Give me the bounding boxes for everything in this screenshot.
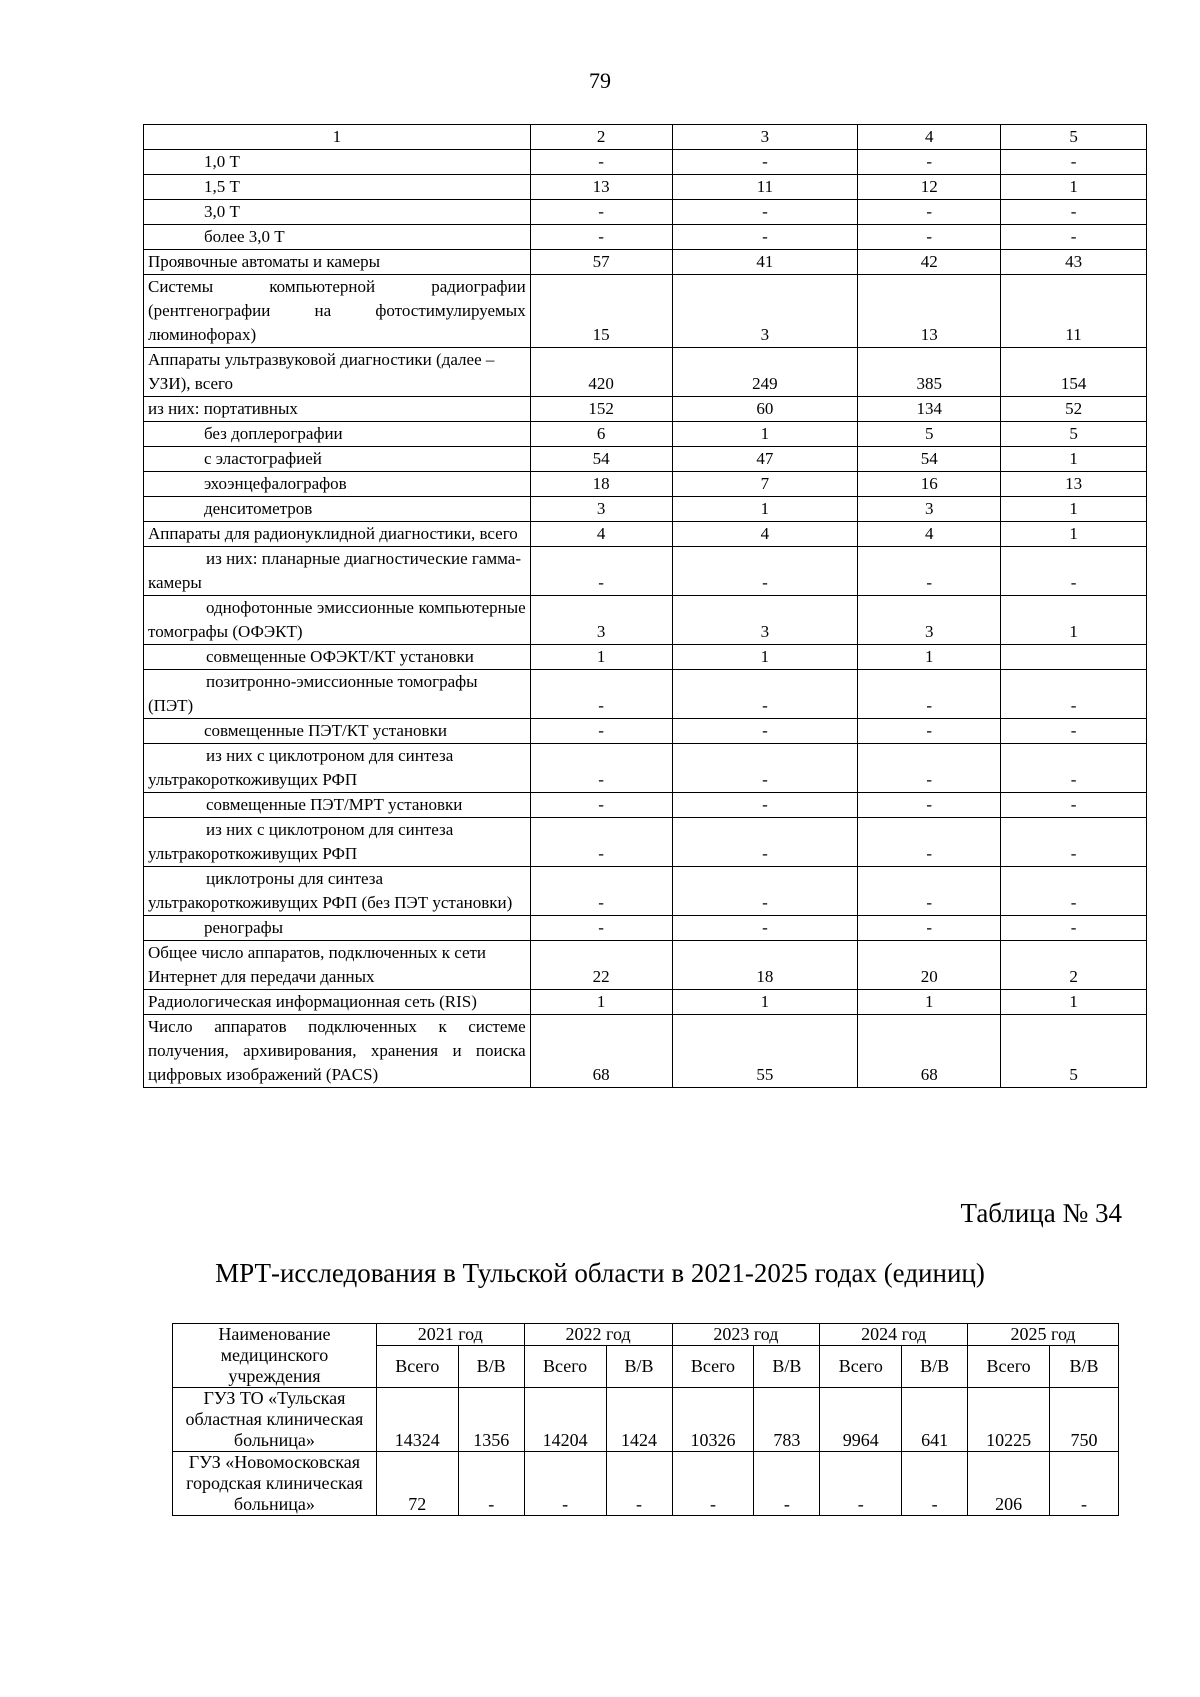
row-label: Проявочные автоматы и камеры: [144, 250, 531, 275]
total-header: Всего: [672, 1346, 754, 1388]
value-cell: 11: [672, 175, 858, 200]
column-number: 4: [858, 125, 1001, 150]
row-label: из них с циклотроном для синтеза ультракороткоживущих РФП: [144, 818, 531, 867]
value-cell: -: [1001, 719, 1147, 744]
table-title: МРТ-исследования в Тульской области в 2021-2025 годах (единиц): [215, 1258, 985, 1288]
value-cell: 1: [672, 422, 858, 447]
row-label: из них: планарные диагностические гамма-камеры: [144, 547, 531, 596]
value-cell: -: [672, 719, 858, 744]
value-cell: -: [672, 744, 858, 793]
value-cell: -: [1001, 200, 1147, 225]
table-row: [144, 547, 1147, 596]
row-label: Аппараты для радионуклидной диагностики, всего: [144, 522, 531, 547]
value-cell: 54: [530, 447, 672, 472]
value-cell: 4: [858, 522, 1001, 547]
table-row: [144, 670, 1147, 719]
value-cell: 5: [1001, 422, 1147, 447]
value-cell: -: [530, 818, 672, 867]
year-header: 2023 год: [672, 1324, 820, 1346]
value-cell: -: [530, 225, 672, 250]
value-cell: -: [1001, 867, 1147, 916]
value-cell: 54: [858, 447, 1001, 472]
value-cell: -: [672, 670, 858, 719]
row-label: 1,0 Т: [144, 150, 531, 175]
value-cell: 1: [530, 990, 672, 1015]
value-cell: -: [530, 867, 672, 916]
row-label: Радиологическая информационная сеть (RIS): [144, 990, 531, 1015]
table-row: [144, 719, 1147, 744]
iv-header: В/В: [458, 1346, 524, 1388]
value-cell: 18: [530, 472, 672, 497]
value-cell: 420: [530, 348, 672, 397]
value-cell: 1: [858, 645, 1001, 670]
value-cell: -: [858, 225, 1001, 250]
value-cell: 68: [530, 1015, 672, 1088]
value-cell: 4: [672, 522, 858, 547]
column-number: 3: [672, 125, 858, 150]
value-cell: 13: [858, 275, 1001, 348]
value-cell: 783: [754, 1388, 820, 1452]
value-cell: -: [672, 225, 858, 250]
value-cell: -: [902, 1452, 968, 1516]
value-cell: 154: [1001, 348, 1147, 397]
value-cell: 1424: [606, 1388, 672, 1452]
value-cell: 42: [858, 250, 1001, 275]
value-cell: -: [530, 670, 672, 719]
table-header-row: [144, 125, 1147, 150]
value-cell: -: [858, 867, 1001, 916]
value-cell: -: [1050, 1452, 1119, 1516]
total-header: Всего: [524, 1346, 606, 1388]
equipment-table: [143, 124, 1147, 1088]
value-cell: -: [858, 793, 1001, 818]
table-row: [144, 225, 1147, 250]
value-cell: 7: [672, 472, 858, 497]
value-cell: 2: [1001, 941, 1147, 990]
table-row: [144, 250, 1147, 275]
value-cell: -: [858, 150, 1001, 175]
table-row: [144, 744, 1147, 793]
value-cell: -: [858, 670, 1001, 719]
row-label: совмещенные ОФЭКТ/КТ установки: [144, 645, 531, 670]
row-label: без доплерографии: [144, 422, 531, 447]
value-cell: 1356: [458, 1388, 524, 1452]
mri-studies-table: [172, 1323, 1119, 1516]
value-cell: 12: [858, 175, 1001, 200]
value-cell: -: [754, 1452, 820, 1516]
value-cell: 134: [858, 397, 1001, 422]
row-label: эхоэнцефалографов: [144, 472, 531, 497]
row-label: денситометров: [144, 497, 531, 522]
table-row: [144, 990, 1147, 1015]
row-label: совмещенные ПЭТ/КТ установки: [144, 719, 531, 744]
value-cell: -: [858, 818, 1001, 867]
total-header: Всего: [376, 1346, 458, 1388]
value-cell: 1: [1001, 497, 1147, 522]
value-cell: 60: [672, 397, 858, 422]
page-number: 79: [589, 68, 611, 93]
table-row: [173, 1388, 1119, 1452]
value-cell: 1: [672, 645, 858, 670]
value-cell: 249: [672, 348, 858, 397]
value-cell: 41: [672, 250, 858, 275]
iv-header: В/В: [606, 1346, 672, 1388]
value-cell: [1001, 645, 1147, 670]
value-cell: -: [1001, 547, 1147, 596]
value-cell: -: [858, 547, 1001, 596]
value-cell: 72: [376, 1452, 458, 1516]
value-cell: 1: [1001, 175, 1147, 200]
value-cell: 15: [530, 275, 672, 348]
value-cell: 3: [672, 596, 858, 645]
value-cell: 6: [530, 422, 672, 447]
year-header: 2025 год: [968, 1324, 1119, 1346]
value-cell: -: [606, 1452, 672, 1516]
value-cell: 18: [672, 941, 858, 990]
value-cell: 3: [530, 497, 672, 522]
iv-header: В/В: [902, 1346, 968, 1388]
table-row: [144, 916, 1147, 941]
value-cell: -: [530, 744, 672, 793]
row-label: Число аппаратов подключенных к системе получения, архивирования, хранения и поиска цифровых изображений (PACS): [144, 1015, 531, 1088]
org-header: Наименование медицинского учреждения: [173, 1324, 377, 1388]
table-row: [144, 497, 1147, 522]
row-label: совмещенные ПЭТ/МРТ установки: [144, 793, 531, 818]
value-cell: 4: [530, 522, 672, 547]
value-cell: 14324: [376, 1388, 458, 1452]
value-cell: 1: [672, 497, 858, 522]
year-header: 2021 год: [376, 1324, 524, 1346]
value-cell: -: [530, 719, 672, 744]
column-number: 1: [144, 125, 531, 150]
value-cell: -: [858, 719, 1001, 744]
value-cell: -: [1001, 818, 1147, 867]
org-name: ГУЗ ТО «Тульская областная клиническая больница»: [173, 1388, 377, 1452]
value-cell: 43: [1001, 250, 1147, 275]
value-cell: -: [1001, 150, 1147, 175]
value-cell: -: [672, 1452, 754, 1516]
iv-header: В/В: [1050, 1346, 1119, 1388]
row-label: с эластографией: [144, 447, 531, 472]
table-row: [144, 422, 1147, 447]
year-header: 2022 год: [524, 1324, 672, 1346]
value-cell: 16: [858, 472, 1001, 497]
table-row: [144, 522, 1147, 547]
value-cell: -: [672, 867, 858, 916]
value-cell: 9964: [820, 1388, 902, 1452]
value-cell: -: [1001, 916, 1147, 941]
row-label: однофотонные эмиссионные компьютерные томографы (ОФЭКТ): [144, 596, 531, 645]
table-label: Таблица № 34: [960, 1198, 1122, 1228]
value-cell: 1: [1001, 596, 1147, 645]
value-cell: 1: [858, 990, 1001, 1015]
value-cell: 14204: [524, 1388, 606, 1452]
row-label: Общее число аппаратов, подключенных к сети Интернет для передачи данных: [144, 941, 531, 990]
value-cell: -: [820, 1452, 902, 1516]
table-row: [144, 200, 1147, 225]
table-row: [144, 150, 1147, 175]
value-cell: 206: [968, 1452, 1050, 1516]
value-cell: -: [1001, 225, 1147, 250]
table-row: [144, 275, 1147, 348]
table-row: [144, 645, 1147, 670]
table-row: [144, 867, 1147, 916]
value-cell: 5: [1001, 1015, 1147, 1088]
value-cell: 1: [1001, 990, 1147, 1015]
value-cell: -: [1001, 793, 1147, 818]
value-cell: 13: [1001, 472, 1147, 497]
table-row: [144, 596, 1147, 645]
value-cell: -: [672, 150, 858, 175]
total-header: Всего: [820, 1346, 902, 1388]
value-cell: 1: [530, 645, 672, 670]
table-row: [144, 472, 1147, 497]
iv-header: В/В: [754, 1346, 820, 1388]
value-cell: 3: [672, 275, 858, 348]
org-name: ГУЗ «Новомосковская городская клиническая больница»: [173, 1452, 377, 1516]
value-cell: 68: [858, 1015, 1001, 1088]
column-number: 2: [530, 125, 672, 150]
table-row: [144, 818, 1147, 867]
value-cell: 10225: [968, 1388, 1050, 1452]
value-cell: -: [858, 200, 1001, 225]
value-cell: 1: [1001, 522, 1147, 547]
table-row: [144, 348, 1147, 397]
row-label: 1,5 Т: [144, 175, 531, 200]
row-label: из них с циклотроном для синтеза ультракороткоживущих РФП: [144, 744, 531, 793]
header-row-years: [173, 1324, 1119, 1346]
value-cell: 52: [1001, 397, 1147, 422]
value-cell: -: [672, 818, 858, 867]
row-label: из них: портативных: [144, 397, 531, 422]
value-cell: -: [530, 547, 672, 596]
value-cell: 152: [530, 397, 672, 422]
row-label: Системы компьютерной радиографии (рентгенографии на фотостимулируемых люминофорах): [144, 275, 531, 348]
value-cell: -: [672, 547, 858, 596]
value-cell: 3: [530, 596, 672, 645]
value-cell: -: [858, 744, 1001, 793]
row-label: ренографы: [144, 916, 531, 941]
total-header: Всего: [968, 1346, 1050, 1388]
value-cell: 10326: [672, 1388, 754, 1452]
value-cell: -: [524, 1452, 606, 1516]
table-row: [144, 793, 1147, 818]
table-row: [144, 397, 1147, 422]
value-cell: -: [530, 916, 672, 941]
value-cell: 20: [858, 941, 1001, 990]
column-number: 5: [1001, 125, 1147, 150]
value-cell: -: [530, 150, 672, 175]
value-cell: -: [458, 1452, 524, 1516]
value-cell: 385: [858, 348, 1001, 397]
value-cell: 47: [672, 447, 858, 472]
table-row: [144, 447, 1147, 472]
year-header: 2024 год: [820, 1324, 968, 1346]
value-cell: 1: [1001, 447, 1147, 472]
value-cell: -: [672, 200, 858, 225]
value-cell: 750: [1050, 1388, 1119, 1452]
value-cell: 3: [858, 497, 1001, 522]
value-cell: 1: [672, 990, 858, 1015]
value-cell: -: [530, 200, 672, 225]
row-label: Аппараты ультразвуковой диагностики (далее – УЗИ), всего: [144, 348, 531, 397]
value-cell: 3: [858, 596, 1001, 645]
row-label: позитронно-эмиссионные томографы (ПЭТ): [144, 670, 531, 719]
value-cell: 5: [858, 422, 1001, 447]
value-cell: 11: [1001, 275, 1147, 348]
row-label: циклотроны для синтеза ультракороткоживущих РФП (без ПЭТ установки): [144, 867, 531, 916]
value-cell: 22: [530, 941, 672, 990]
value-cell: -: [530, 793, 672, 818]
table-row: [144, 1015, 1147, 1088]
row-label: 3,0 Т: [144, 200, 531, 225]
table-row: [144, 175, 1147, 200]
value-cell: 13: [530, 175, 672, 200]
value-cell: -: [672, 793, 858, 818]
value-cell: -: [1001, 670, 1147, 719]
value-cell: 57: [530, 250, 672, 275]
table-row: [144, 941, 1147, 990]
row-label: более 3,0 Т: [144, 225, 531, 250]
value-cell: -: [858, 916, 1001, 941]
value-cell: -: [1001, 744, 1147, 793]
table-row: [173, 1452, 1119, 1516]
value-cell: -: [672, 916, 858, 941]
value-cell: 641: [902, 1388, 968, 1452]
value-cell: 55: [672, 1015, 858, 1088]
